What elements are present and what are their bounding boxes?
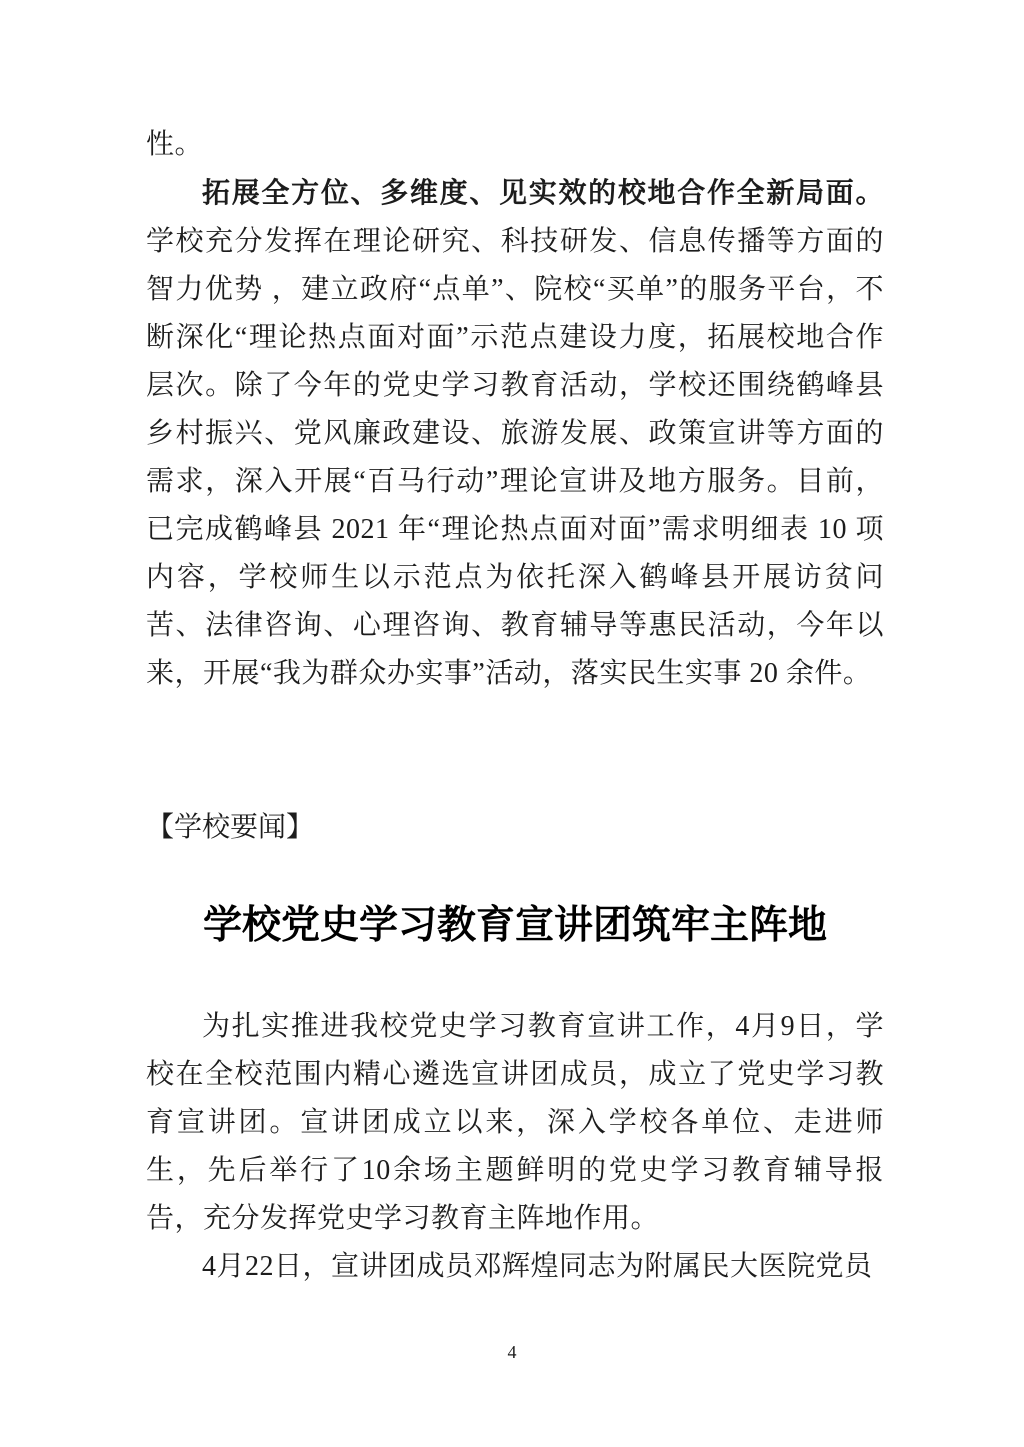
paragraph-article-2: 4月22日，宣讲团成员邓辉煌同志为附属民大医院党员 bbox=[202, 1251, 873, 1282]
paragraph-continuation-tail: 性。 bbox=[146, 129, 204, 160]
article-title: 学校党史学习教育宣讲团筑牢主阵地 bbox=[202, 904, 827, 947]
paragraph-article-1: 为扎实推进我校党史学习教育宣讲工作，4月9日，学校在全校范围内精心遴选宣讲团成员，成立了党史学习教育宣讲团。宣讲团成立以来，深入学校各单位、走进师生，先后举行了10余场主题鲜明的党史学习教育辅导报告，充分发挥党史学习教育主阵地作用。 bbox=[146, 1011, 884, 1234]
section-label-school-news: 【学校要闻】 bbox=[146, 812, 315, 843]
paragraph-body-text: 学校充分发挥在理论研究、科技研发、信息传播等方面的智力优势 ，建立政府“点单”、院校“买单”的服务平台，不断深化“理论热点面对面”示范点建设力度，拓展校地合作层次。除了今年的党史学习教育活动，学校还围绕鹤峰县乡村振兴、党风廉政建设、旅游发展、政策宣讲等方面的需求，深入开展“百马行动”理论宣讲及地方服务。目前，已完成鹤峰县 2021 年“理论热点面对面”需求明细表 10 项内容，学校师生以示范点为依托深入鹤峰县开展访贫问苦、法律咨询、心理咨询、教育辅导等惠民活动，今年以来，开展“我为群众办实事”活动，落实民生实事 20 余件。 bbox=[146, 226, 884, 689]
paragraph-campus-cooperation bbox=[146, 169, 884, 698]
page-number: 4 bbox=[507, 1342, 517, 1362]
paragraph-lead-bold: 拓展全方位、多维度、见实效的校地合作全新局面。 bbox=[202, 177, 884, 208]
